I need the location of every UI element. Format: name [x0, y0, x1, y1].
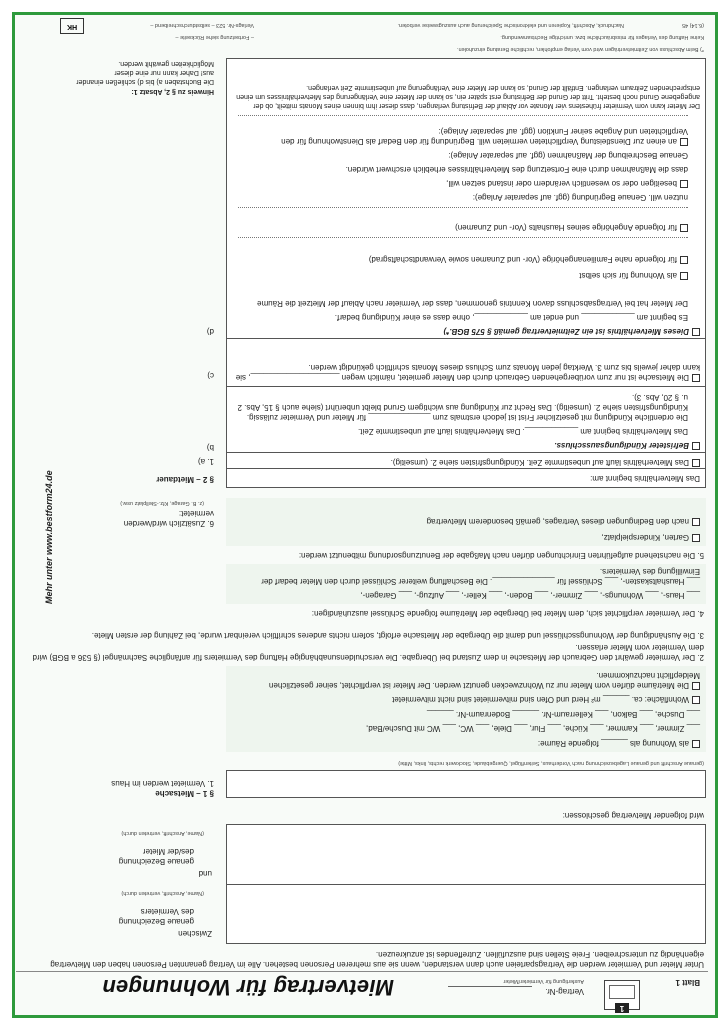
badge-number: 1: [615, 1003, 629, 1013]
keys-line-2: ___ Haushaltskasten-, ___ Schlüssel für ______________. Die Beschaffung weiterer Schlüssel durch den Mieter bedarf der Einwilligung des Vermieters.: [261, 567, 700, 586]
rooms-line-3: ___ Dusche, ___ Balkon, ___ Kellerraum-Nr. ______ Bodenraum-Nr. ______: [426, 710, 700, 719]
option-d-checkbox[interactable]: [692, 328, 700, 336]
option-d-line-4: dass die Maßnahmen durch eine Fortsetzung des Mietverhältnisses erheblich erschwert würden.: [345, 165, 688, 174]
tenant-description: genaue Bezeichnung des/der Mieter: [118, 847, 194, 866]
landlord-description: genaue Bezeichnung des Vermieters: [118, 907, 194, 926]
location-hint: (genaue Anschrift und genaue Lagebezeichnung nach Vorderhaus, Seitenflügel, Quergebäude, Stockwerk rechts, links, Mitte): [398, 760, 704, 766]
remove-checkbox[interactable]: [680, 180, 688, 188]
liability-note: Keine Haftung des Verlages für missbräuchliche bzw. unrichtige Rechtsanwendung.: [500, 34, 704, 40]
garden-checkbox[interactable]: [692, 534, 700, 542]
option-b-heading: Befristeter Kündigungsausschluss.: [554, 440, 700, 450]
concluded-label: wird folgender Mietvertrag geschlossen:: [562, 811, 704, 820]
option-b-checkbox[interactable]: [692, 442, 700, 450]
side-url: Mehr unter www.bestform24.de: [44, 470, 54, 604]
house-address-field[interactable]: [226, 770, 706, 798]
option-d-final: Der Mieter kann vom Vermieter frühestens vier Monate vor Ablauf der Befristung verlangen, dass dieser ihm binnen eines Monats mitteilt, ob der angegebene Grund noch besteht. Tritt der Grund der Befristung erst später ein, so kann der Mieter eine Verlängerung des Mietverhältnisses um einen entsprechenden Zeitraum verlangen. Entfällt der Grund, so kann der Mieter eine Verlängerung auf unbestimmte Zeit verlangen.: [236, 84, 700, 109]
option-c-text: Die Mietsache ist nur zum vorübergehenden Gebrauch durch den Mieter gemietet, nämlich wegen ____________________, sie kann daher jeweils bis zum 3. Werktag jeden Monats zum Schluss dieses Monats schriftlich gekündigt werden.: [235, 363, 700, 382]
rooms-line-2: ___ Zimmer, ___ Kammer, ___ Küche, ___ Flur, ___ Diele, ___ WC, ___ WC mit Dusche/Bad,: [366, 724, 700, 733]
and-label: und: [198, 869, 212, 878]
continued-note: – Fortsetzung siehe Rückseite –: [175, 34, 254, 40]
form-badge: [604, 980, 640, 1013]
contract-number-label: Vertrag-Nr.: [545, 987, 584, 996]
edition-note: (6.14) 45: [681, 22, 704, 28]
option-d-justification: nutzen will. Genaue Begründung (ggf. auf separater Anlage):: [472, 193, 688, 202]
landlord-hint: (Name, Anschrift, vertreten durch): [121, 890, 204, 896]
footnote: *) Beim Abschluss von Zeitmietverträgen wird vom Verlag empfohlen, rechtliche Beratung einzuholen.: [456, 46, 704, 52]
section1-item4: 4. Der Vermieter verpflichtet sich, dem Mieter bei Übergabe der Mieträume folgende Schlüssel auszuhändigen:: [311, 609, 704, 618]
household-checkbox[interactable]: [680, 224, 688, 232]
section1-item1: 1. Vermietet werden im Haus: [111, 779, 214, 788]
option-a-text: Das Mietverhältnis läuft auf unbestimmte Zeit. Kündigungsfristen siehe 2. (umseitig).: [391, 457, 700, 467]
contract-terms-checkbox[interactable]: [692, 518, 700, 526]
between-label: Zwischen: [178, 929, 212, 938]
option-d-line-2: Der Mieter hat bei Vertragsabschluss davon Kenntnis genommen, dass der Vermieter nach Ablauf der Mietzeit die Räume: [257, 299, 688, 308]
landlord-field[interactable]: [228, 886, 706, 942]
option-b-line-2: Die ordentliche Kündigung mit gesetzlicher Frist ist jedoch erstmals zum ______________ für Mieter und Vermieter zulässig. Kündigungsfristen siehe 2. (umseitig). Das Recht zur Kündigung aus wichtigem Grund bleibt unberührt (siehe auch § 15, Abs. 2 u. § 20, Abs. 3).: [237, 393, 688, 422]
option-a-label: 1. a): [197, 457, 214, 466]
section2-heading: § 2 – Mietdauer: [156, 475, 214, 484]
keys-line-1: ___ Haus-, ___ Wohnungs-, ___ Zimmer-, ___ Boden-, ___ Keller-, ___ Aufzug-, ___ Garagen-,: [360, 591, 700, 600]
option-b-label: b): [206, 443, 214, 452]
option-c-label: c): [207, 371, 214, 380]
option-d-line-1: Es beginnt am ____________ und endet am ____________, ohne dass es einer Kündigung bedarf.: [334, 313, 688, 322]
residential-use-checkbox[interactable]: [692, 682, 700, 690]
facilities-line-2: nach den Bedingungen dieses Vertrages, gemäß besonderem Mietvertrag: [427, 516, 700, 526]
section1-item6: 6. Zusätzlich wird/werden vermietet:: [123, 509, 214, 528]
option-d-own-use: als Wohnung für sich selbst: [579, 270, 688, 280]
rooms-line-1: als Wohnung als ______ folgende Räume:: [538, 738, 700, 748]
copyright-note: Nachdruck, Abschrift, Kopieren und elektronische Speicherung auch auszugsweise verboten.: [397, 22, 624, 28]
document-title: Mietvertrag für Wohnungen: [102, 975, 394, 1000]
contract-number-hint: Ausfertigung für Vermieter/Mieter: [503, 978, 584, 984]
sheet-label: Blatt 1: [675, 978, 700, 987]
publisher-note: Verlags-Nr. 523 – selbstdurchschreibend –: [150, 22, 254, 28]
option-c-checkbox[interactable]: [692, 374, 700, 382]
option-d-heading: Dieses Mietverhältnis ist ein Zeitmietvertrag gemäß § 575 BGB.*): [444, 326, 700, 336]
option-d-line-5: Genaue Beschreibung der Maßnahmen (ggf. auf separater Anlage):: [448, 151, 688, 160]
facilities-line-1: Garten, Kinderspielplatz,: [601, 532, 700, 542]
option-b-line-1: Das Mietverhältnis beginnt am ____________. Das Mietverhältnis läuft auf unbestimmte Zeit.: [358, 427, 688, 436]
option-d-remove: beseitigen oder so wesentlich verändern oder instand setzen will,: [446, 178, 688, 188]
tenant-field[interactable]: [228, 826, 706, 884]
publisher-logo: HK: [60, 18, 84, 34]
intro-text: Unter Mieter und Vermieter werden die Vertragsparteien auch dann verstanden, wenn sie aus mehreren Personen bestehen. Alle im Vertrag genannten Personen haben den Mietvertrag eigenhändig zu unterschreiben. Freie Stellen sind auszufüllen. Zutreffendes ist anzukreuzen.: [50, 950, 704, 969]
section1-heading: § 1 – Mietsache: [155, 789, 214, 798]
section1-item5: 5. Die nachstehend aufgeführten Einrichtungen dürfen nach Maßgabe der Benutzungsordnung mitbenutzt werden:: [298, 551, 704, 560]
family-checkbox[interactable]: [680, 256, 688, 264]
service-checkbox[interactable]: [680, 138, 688, 146]
as-apartment-checkbox[interactable]: [692, 740, 700, 748]
section1-item3: 3. Die Aushändigung der Wohnungsschlüssel und damit die Übergabe der Mietsache erfolgt, sofern nichts anderes schriftlich vereinbart wurde, bei Zahlung der ersten Miete.: [91, 631, 704, 640]
rooms-line-4: Wohnfläche: ca. ______ m² Herd und Ofen sind mitvermietet sind nicht mitvermietet: [392, 694, 700, 704]
additional-hint: (z. B. Garage, Kfz.-Stellplatz usw.): [120, 500, 204, 506]
option-a-checkbox[interactable]: [692, 459, 700, 467]
rooms-line-5: Die Mieträume dürfen vom Mieter nur zu Wohnzwecken genutzt werden. Der Mieter ist verpflichtet, seiner gesetzlichen Meldepflicht nachzukommen.: [268, 671, 700, 690]
start-date-label: Das Mietverhältnis beginnt am:: [590, 474, 700, 483]
section1-item2: 2. Der Vermieter gewährt den Gebrauch der Mietsache in dem Zustand bei Übergabe. Die verschuldensunabhängige Haftung des Vermieters für anfängliche Sachmängel (§ 536 a BGB) wird dem Vermieter vom Mieter erlassen.: [32, 643, 704, 662]
stove-checkbox[interactable]: [692, 696, 700, 704]
printer-icon: [609, 985, 635, 999]
option-d-household: für folgende Angehörige seines Haushalts (Vor- und Zunamen): [455, 222, 688, 232]
tenant-hint: (Name, Anschrift, vertreten durch): [121, 830, 204, 836]
note-text: Die Buchstaben a) bis d) schließen einander aus! Daher kann nur eine dieser Möglichkeiten gewählt werden.: [76, 60, 214, 85]
option-d-service: an einen zur Dienstleistung Verpflichteten vermieten will. Begründung für den Bedarf als Dienstwohnung für den Verpflichteten und Angabe seiner Funktion (ggf. auf separater Anlage):: [281, 127, 688, 146]
option-d-family: für folgende nahe Familienangehörige (Vor- und Zunamen sowie Verwandtschaftsgrad): [369, 254, 688, 264]
note-heading: Hinweis zu § 2, Absatz 1:: [131, 88, 214, 95]
option-d-label: d): [206, 327, 214, 336]
own-use-checkbox[interactable]: [680, 272, 688, 280]
